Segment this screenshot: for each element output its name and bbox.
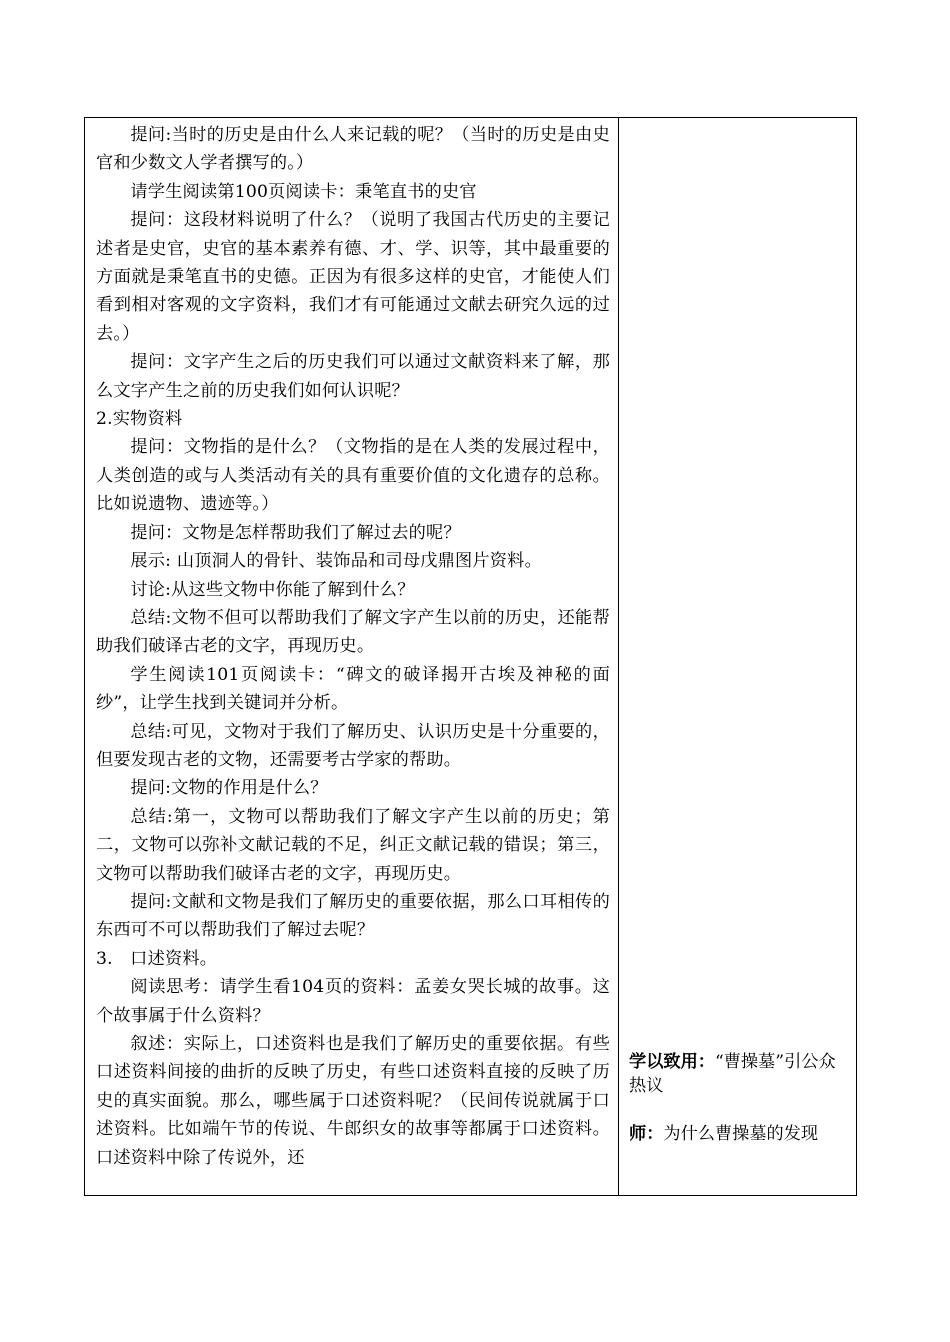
paragraph: 提问：文物是怎样帮助我们了解过去的呢？ — [130, 522, 461, 543]
apply-text: “曹操墓”引公众热议 — [629, 1052, 836, 1096]
paragraph: 提问:当时的历史是由什么人来记载的呢？（当时的历史是由史官和少数文人学者撰写的。） — [96, 125, 610, 174]
apply-note — [629, 1050, 846, 1098]
paragraph: 讨论:从这些文物中你能了解到什么？ — [130, 579, 415, 600]
section-heading: 2.实物资料 — [96, 409, 183, 430]
paragraph: 提问：这段材料说明了什么？（说明了我国古代历史的主要记述者是史官，史官的基本素养有德、才、学、识等，其中最重要的方面就是秉笔直书的史德。正因为有很多这样的史官，才能使人们看到相对客观的文字资料，我们才有可能通过文献去研究久远的过去。） — [96, 210, 610, 344]
paragraph: 总结:第一，文物可以帮助我们了解文字产生以前的历史；第二，文物可以弥补文献记载的不足，纠正文献记载的错误；第三，文物可以帮助我们破译古老的文字，再现历史。 — [96, 806, 610, 884]
apply-label: 学以致用： — [629, 1052, 715, 1072]
paragraph: 学生阅读101页阅读卡：“碑文的破译揭开古埃及神秘的面纱”，让学生找到关键词并分析。 — [96, 664, 610, 714]
paragraph: 提问:文物的作用是什么？ — [130, 778, 328, 799]
lesson-table — [84, 117, 857, 1196]
paragraph: 总结:可见，文物对于我们了解历史、认识历史是十分重要的，但要发现古老的文物，还需要考古学家的帮助。 — [96, 721, 610, 770]
paragraph: 阅读思考：请学生看104页的资料：孟姜女哭长城的故事。这个故事属于什么资料？ — [96, 977, 610, 1026]
paragraph: 请学生阅读第100页阅读卡：秉笔直书的史官 — [130, 181, 477, 202]
main-content-cell — [85, 118, 619, 1195]
teacher-note — [629, 1122, 846, 1146]
section-heading: 3. 口述资料。 — [96, 948, 218, 969]
paragraph: 展示: 山顶洞人的骨针、装饰品和司母戊鼎图片资料。 — [130, 551, 542, 572]
teacher-label: 师： — [629, 1124, 664, 1144]
teacher-text: 为什么曹操墓的发现 — [663, 1124, 819, 1144]
paragraph: 总结:文物不但可以帮助我们了解文字产生以前的历史，还能帮助我们破译古老的文字，再现历史。 — [96, 607, 610, 657]
paragraph: 叙述：实际上，口述资料也是我们了解历史的重要依据。有些口述资料间接的曲折的反映了历史，有些口述资料直接的反映了历史的真实面貌。那么，哪些属于口述资料呢？（民间传说就属于口述资料。比如端午节的传说、牛郎织女的故事等都属于口述资料。口述资料中除了传说外，还 — [96, 1034, 610, 1168]
paragraph: 提问：文物指的是什么？（文物指的是在人类的发展过程中，人类创造的或与人类活动有关的具有重要价值的文化遗存的总称。比如说遗物、遗迹等。） — [96, 437, 610, 515]
paragraph: 提问：文字产生之后的历史我们可以通过文献资料来了解，那么文字产生之前的历史我们如何认识呢？ — [96, 352, 610, 401]
side-notes-cell — [619, 118, 856, 1195]
paragraph: 提问:文献和文物是我们了解历史的重要依据，那么口耳相传的东西可不可以帮助我们了解过去呢？ — [96, 891, 610, 941]
side-notes — [629, 1050, 846, 1170]
